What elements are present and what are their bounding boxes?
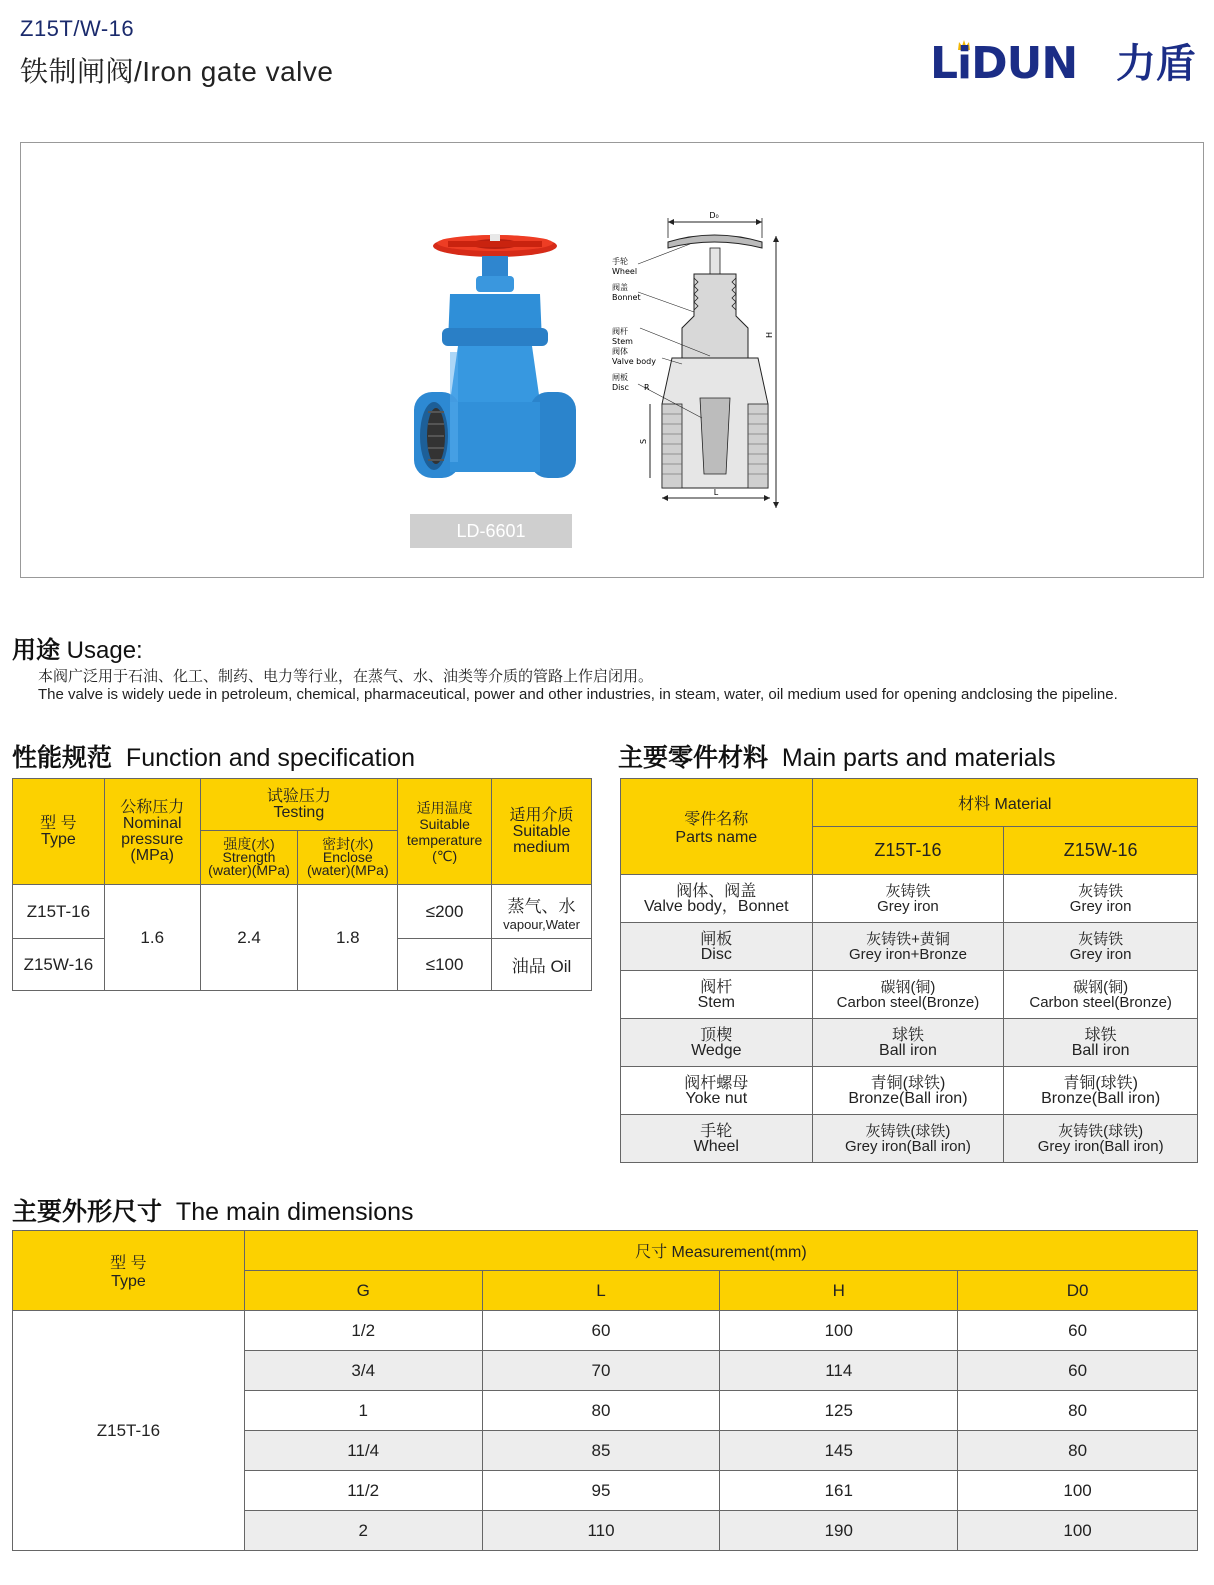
table-row: 11/2 95 161 100	[13, 1471, 1198, 1511]
spec-title-cn: 性能规范	[12, 744, 113, 772]
spec-pressure: 1.6	[104, 885, 200, 991]
spec-temp: ≤200	[398, 885, 492, 939]
spec-strength: 2.4	[200, 885, 298, 991]
parts-title-en: Main parts and materials	[781, 744, 1056, 772]
table-row: 2 110 190 100	[13, 1511, 1198, 1551]
table-row: 阀杆 Stem 碳钢(铜) Carbon steel(Bronze) 碳钢(铜) Carbon steel(Bronze)	[621, 971, 1198, 1019]
label-r: R	[644, 383, 650, 392]
spec-type: Z15W-16	[13, 939, 105, 991]
product-caption: LD-6601	[410, 514, 572, 548]
table-row: 3/4 70 114 60	[13, 1351, 1198, 1391]
brand-logo	[930, 40, 1204, 88]
parts-header-z15w: Z15W-16	[1004, 827, 1198, 875]
spec-header-type: 型 号 Type	[13, 779, 105, 885]
usage-text-en: The valve is widely uede in petroleum, chemical, pharmaceutical, power and other industries, in steam, water, oil medium used for opening andclosing the pipeline.	[38, 686, 1118, 703]
table-row: 11/4 85 145 80	[13, 1431, 1198, 1471]
usage-title-en: Usage:	[66, 637, 143, 664]
brand-cn: 力盾	[1116, 42, 1196, 86]
table-row	[13, 885, 592, 939]
label-wheel-cn: 手轮	[612, 257, 628, 266]
label-stem-cn: 阀杆	[612, 327, 628, 336]
dims-header-g: G	[244, 1271, 482, 1311]
dims-title-cn: 主要外形尺寸	[12, 1198, 163, 1226]
label-disc-cn: 闸板	[612, 373, 628, 382]
label-bonnet-en: Bonnet	[612, 293, 641, 302]
table-row: 1 80 125 80	[13, 1391, 1198, 1431]
gate-valve-photo	[410, 232, 580, 512]
label-stem-en: Stem	[612, 337, 633, 346]
dims-header-type: 型 号 Type	[13, 1231, 245, 1311]
parts-title	[618, 738, 1056, 774]
label-l: L	[713, 488, 719, 497]
spec-title-en: Function and specification	[125, 744, 415, 772]
parts-header-name: 零件名称 Parts name	[621, 779, 813, 875]
dims-table	[12, 1230, 1198, 1551]
valve-section-drawing	[610, 208, 810, 518]
spec-title	[12, 738, 415, 774]
label-bonnet-cn: 阀盖	[612, 283, 628, 292]
table-row: 闸板 Disc 灰铸铁+黄铜 Grey iron+Bronze 灰铸铁 Grey iron	[621, 923, 1198, 971]
dims-title	[12, 1192, 414, 1228]
dims-header-d0: D0	[958, 1271, 1198, 1311]
spec-seal: 1.8	[298, 885, 398, 991]
parts-table	[620, 778, 1198, 1163]
spec-header-strength: 强度(水) Strength (water)(MPa)	[200, 831, 298, 885]
product-name: 铁制闸阀/Iron gate valve	[20, 56, 334, 87]
table-row: 阀体、阀盖 Valve body，Bonnet 灰铸铁 Grey iron 灰铸铁 Grey iron	[621, 875, 1198, 923]
usage-title-cn: 用途	[12, 637, 60, 664]
label-wheel-en: Wheel	[612, 267, 638, 276]
usage-title	[12, 630, 143, 665]
label-d0: D₀	[709, 211, 719, 220]
dims-type: Z15T-16	[13, 1311, 245, 1551]
parts-header-z15t: Z15T-16	[812, 827, 1004, 875]
usage-text-cn: 本阀广泛用于石油、化工、制药、电力等行业，在蒸气、水、油类等介质的管路上作启闭用。	[38, 668, 654, 685]
dims-header-measurement: 尺寸 Measurement(mm)	[244, 1231, 1197, 1271]
spec-table	[12, 778, 592, 991]
label-s: S	[639, 438, 648, 444]
spec-type: Z15T-16	[13, 885, 105, 939]
label-body-cn: 阀体	[612, 347, 628, 356]
dims-header-l: L	[482, 1271, 720, 1311]
table-row: 阀杆螺母 Yoke nut 青铜(球铁) Bronze(Ball iron) 青铜(球铁) Bronze(Ball iron)	[621, 1067, 1198, 1115]
parts-header-material: 材料 Material	[812, 779, 1197, 827]
table-row: 顶楔 Wedge 球铁 Ball iron 球铁 Ball iron	[621, 1019, 1198, 1067]
table-row: Z15T-16 1/2 60 100 60	[13, 1311, 1198, 1351]
model-number: Z15T/W-16	[20, 16, 135, 41]
spec-header-pressure: 公称压力 Nominal pressure (MPa)	[104, 779, 200, 885]
label-disc-en: Disc	[612, 383, 629, 392]
table-row: 手轮 Wheel 灰铸铁(球铁) Grey iron(Ball iron) 灰铸铁(球铁) Grey iron(Ball iron)	[621, 1115, 1198, 1163]
spec-temp: ≤100	[398, 939, 492, 991]
spec-header-medium: 适用介质 Suitable medium	[492, 779, 592, 885]
parts-title-cn: 主要零件材料	[618, 744, 769, 772]
spec-header-testing: 试验压力 Testing	[200, 779, 398, 831]
brand-latin: LiDUN	[930, 38, 1078, 89]
spec-medium: 油品 Oil	[492, 939, 592, 991]
dims-title-en: The main dimensions	[175, 1198, 414, 1226]
dims-header-h: H	[720, 1271, 958, 1311]
spec-medium: 蒸气、水 vapour,Water	[492, 885, 592, 939]
label-h: H	[765, 331, 774, 338]
spec-header-temp: 适用温度 Suitable temperature (℃)	[398, 779, 492, 885]
spec-header-seal: 密封(水) Enclose (water)(MPa)	[298, 831, 398, 885]
label-body-en: Valve body	[612, 357, 656, 366]
